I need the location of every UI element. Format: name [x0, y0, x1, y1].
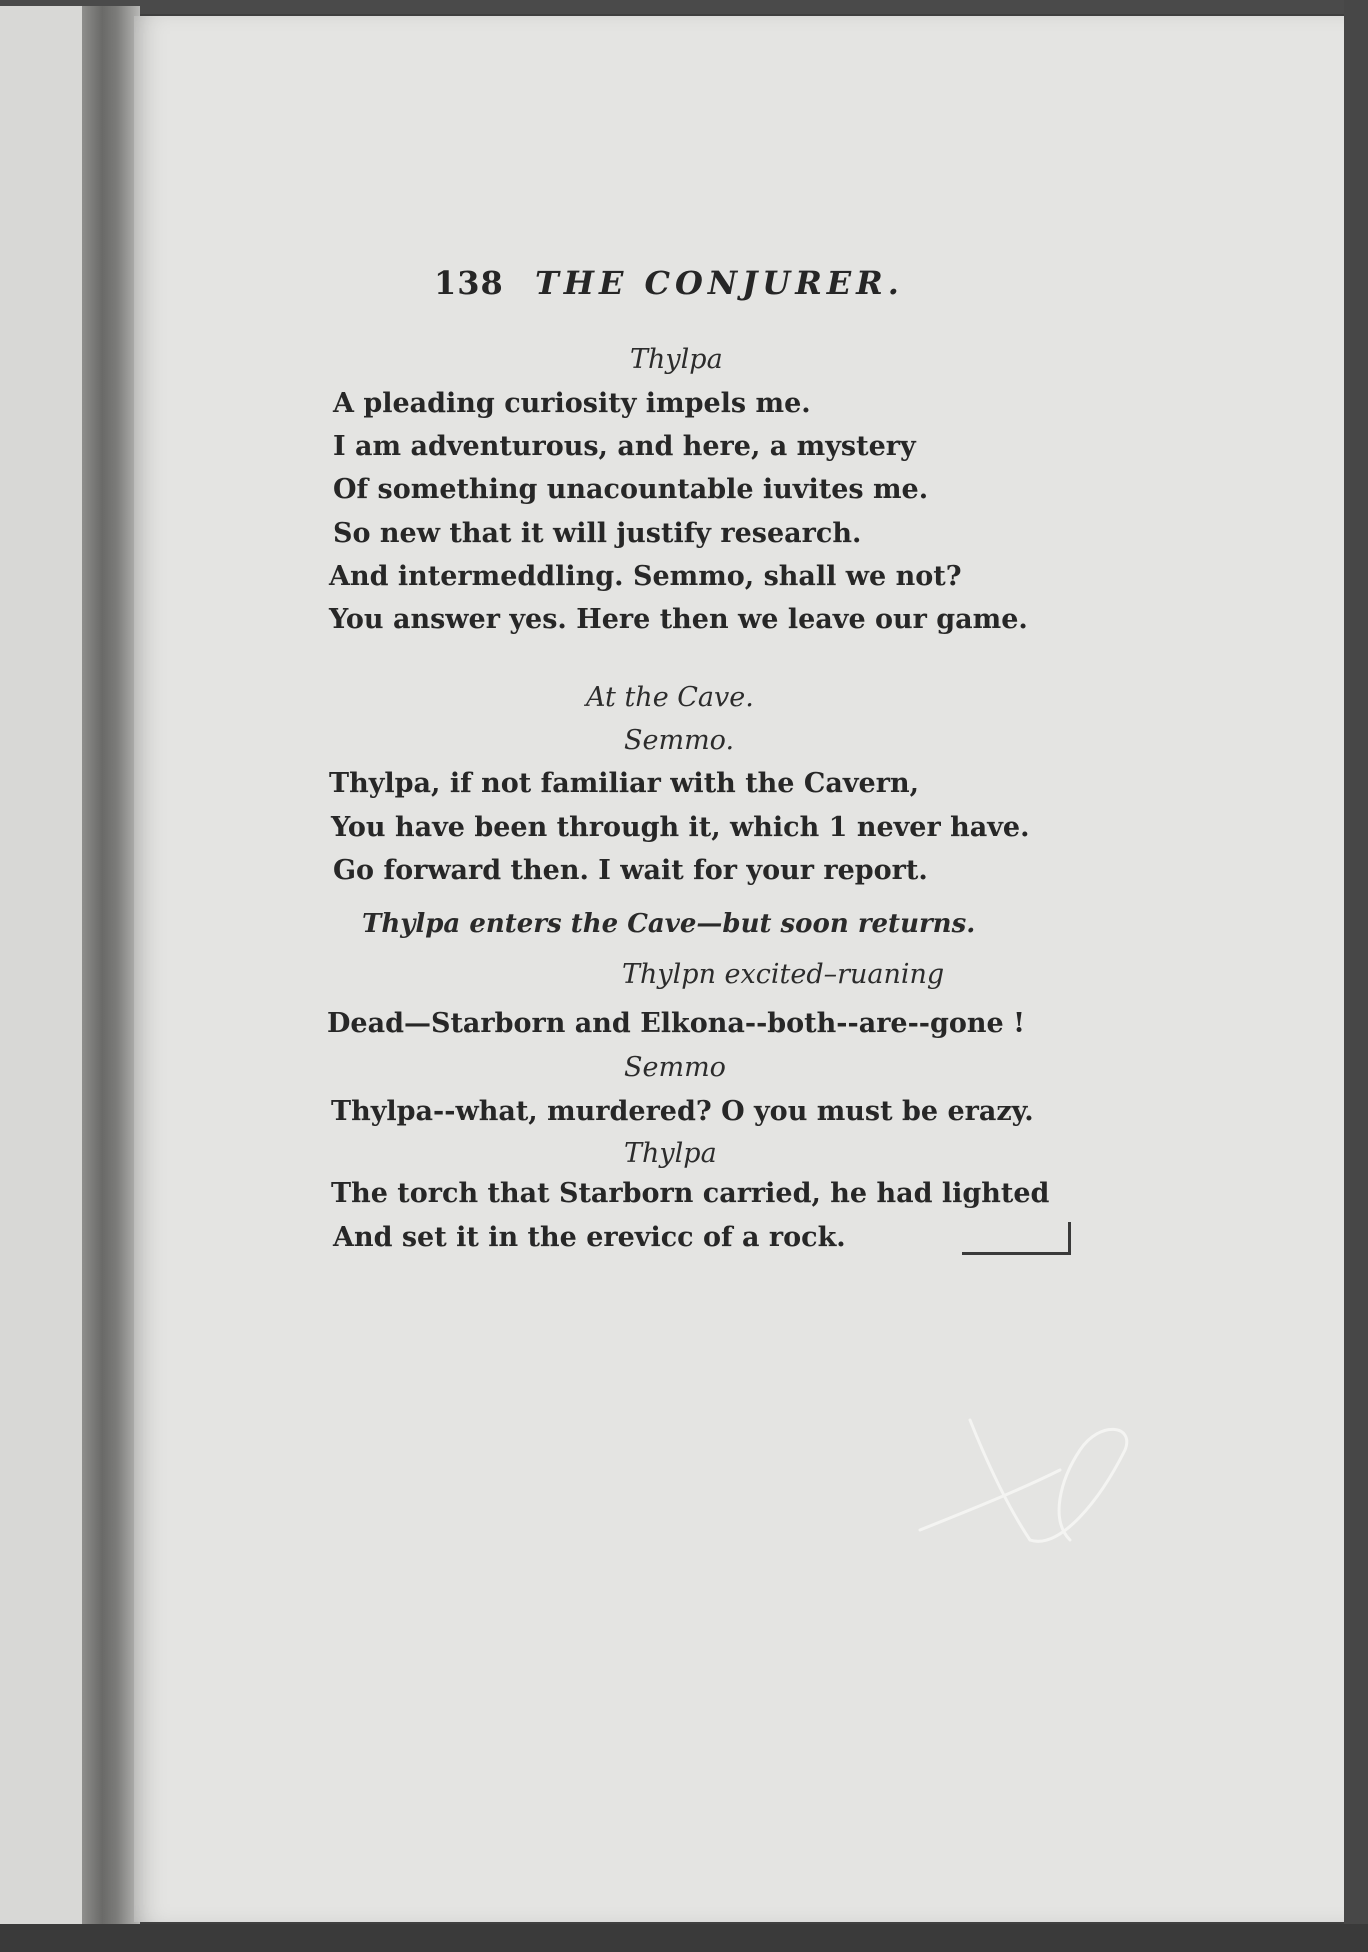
verse-line: You have been through it, which 1 never have.: [331, 812, 1030, 843]
verse-line: Thylpa--what, murdered? O you must be erazy.: [331, 1096, 1034, 1127]
scene-heading: At the Cave.: [586, 682, 754, 713]
verse-line: Of something unacountable iuvites me.: [333, 474, 929, 505]
scan-top-edge: [0, 0, 1368, 14]
speaker-label: Thylpa: [624, 1138, 717, 1169]
printer-bracket-mark: [962, 1222, 1071, 1255]
stage-direction: Thylpa enters the Cave—but soon returns.: [362, 909, 976, 939]
scan-right-edge: [1344, 0, 1368, 1952]
book-gutter: [82, 6, 140, 1924]
verse-line: So new that it will justify research.: [333, 518, 862, 549]
verse-line: And intermeddling. Semmo, shall we not?: [329, 561, 962, 592]
verse-line: Thylpa, if not familiar with the Cavern,: [329, 768, 919, 799]
scan-bottom-edge: [0, 1924, 1368, 1952]
verse-line: Go forward then. I wait for your report.: [333, 855, 928, 886]
verse-line: The torch that Starborn carried, he had lighted: [331, 1178, 1050, 1209]
speaker-label: Thylpa: [630, 344, 723, 375]
facing-page-edge: [0, 6, 83, 1924]
page-number: 138: [434, 264, 504, 302]
verse-line: And set it in the erevicc of a rock.: [333, 1222, 846, 1253]
running-header: [434, 264, 904, 302]
verse-line: A pleading curiosity impels me.: [333, 388, 811, 419]
verse-line: I am adventurous, and here, a mystery: [333, 431, 916, 462]
speaker-label: Thylpn excited–ruaning: [622, 959, 945, 990]
verse-line: You answer yes. Here then we leave our game.: [329, 604, 1028, 635]
running-title: THE CONJURER.: [534, 264, 904, 302]
pencil-scribble: [910, 1410, 1140, 1560]
verse-line: Dead—Starborn and Elkona--both--are--gone !: [327, 1008, 1025, 1039]
speaker-label: Semmo: [624, 1052, 726, 1083]
speaker-label: Semmo.: [624, 725, 735, 756]
